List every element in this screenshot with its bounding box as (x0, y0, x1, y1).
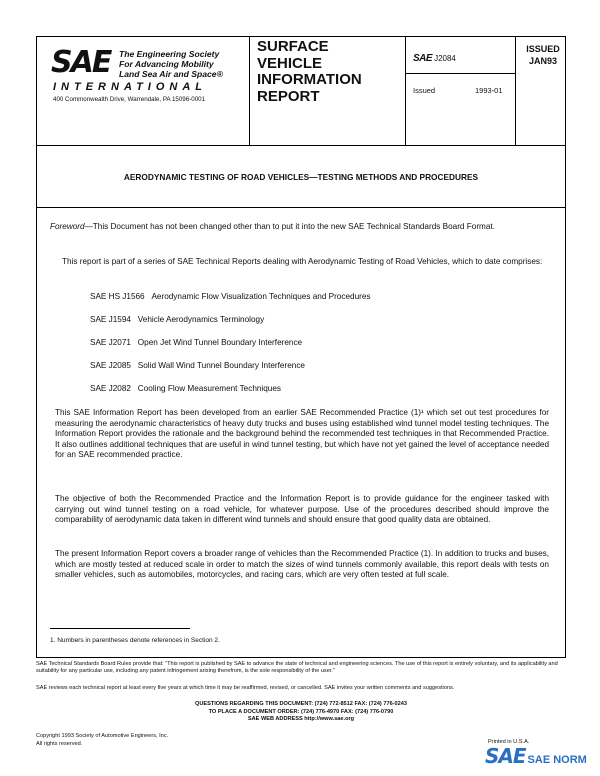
sae-norm-logo: SAE SAE NORM (485, 744, 587, 768)
series-item: SAE J2071 Open Jet Wind Tunnel Boundary Interference (90, 338, 303, 347)
issued-label: Issued (413, 86, 436, 95)
contact-info: QUESTIONS REGARDING THIS DOCUMENT: (724) 772-8512 FAX: (724) 776-0243 TO PLACE A DOCUMENT ORDER: (724) 776-4970 FAX: (724) 776-0790 SAE WEB ADDRESS http://www.sae.org (194, 701, 407, 723)
document-number: SAE J2084 (413, 53, 456, 64)
standards-board-notice: SAE Technical Standards Board Rules provide that: “This report is published by SAE to advance the state of technical and engineering sciences. The use of this report is entirely voluntary, and its applicability and suitability for any particular use, including any patent infringement arising therefrom, is the sole responsibility of the user.” (36, 661, 558, 675)
series-item: SAE J1594 Vehicle Aerodynamics Terminology (90, 315, 265, 324)
international-label: INTERNATIONAL (53, 81, 208, 93)
copyright: Copyright 1993 Society of Automotive Engineers, Inc. All rights reserved. (36, 733, 169, 747)
header-box (36, 36, 566, 146)
foreword: Foreword—This Document has not been changed other than to put it into the new SAE Technical Standards Board Format. (50, 222, 495, 231)
series-item: SAE HS J1566 Aerodynamic Flow Visualization Techniques and Procedures (90, 292, 371, 301)
printed-in: Printed in U.S.A. (488, 739, 530, 745)
society-tagline: The Engineering Society For Advancing Mobility Land Sea Air and Space® (119, 49, 223, 79)
document-title: AERODYNAMIC TESTING OF ROAD VEHICLES—TESTING METHODS AND PROCEDURES (123, 172, 479, 182)
document-type: SURFACE VEHICLE INFORMATION REPORT (257, 38, 362, 105)
series-item: SAE J2085 Solid Wall Wind Tunnel Boundary Interference (90, 361, 305, 370)
issued-badge: ISSUED JAN93 (526, 44, 560, 66)
foreword-label: Foreword (50, 222, 85, 231)
issued-date: 1993-01 (475, 86, 503, 95)
header-divider (515, 37, 516, 145)
sae-logo: SAE (51, 45, 111, 80)
address: 400 Commonwealth Drive, Warrendale, PA 15096-0001 (53, 96, 206, 103)
footnote-rule (50, 628, 190, 629)
series-item: SAE J2082 Cooling Flow Measurement Techniques (90, 384, 282, 393)
footer-rule (36, 657, 566, 658)
intro-paragraph: This report is part of a series of SAE Technical Reports dealing with Aerodynamic Testing of Road Vehicles, which to date comprises: (62, 257, 543, 266)
body-paragraph: The present Information Report covers a broader range of vehicles than the Recommended Practice (1). In addition to trucks and buses, which are mostly tested at reduced scale in order to match the sizes of wind tunnels commonly available, this report deals with tests on smaller vehicles, such as automobiles, motorcycles, and racing cars, which are very often tested at full scale. (55, 549, 549, 580)
body-paragraph: The objective of both the Recommended Practice and the Information Report is to provide guidance for the engineer tasked with carrying out wind tunnel testing on a road vehicle, for whatever purpose. Use of the procedures described should improve the comparability of aerodynamic data taken in different wind tunnels and should ensure that good quality data are obtained. (55, 494, 549, 525)
review-notice: SAE reviews each technical report at least every five years at which time it may be reaffirmed, revised, or cancelled. SAE invites your written comments and suggestions. (36, 685, 455, 691)
footnote: 1. Numbers in parentheses denote references in Section 2. (50, 637, 220, 644)
header-divider (405, 73, 515, 74)
body-paragraph: This SAE Information Report has been developed from an earlier SAE Recommended Practice (1)¹ which set out test procedures for measuring the aerodynamic characteristics of heavy duty trucks and buses using established wind tunnel model testing techniques. The Information Report provides the rationale and the background behind the recommended test techniques in that Recommended Practice. It also outlines additional techniques that are useful in wind tunnel testing, but which have not yet gained the level of acceptance needed for an SAE recommended practice. (55, 408, 549, 460)
